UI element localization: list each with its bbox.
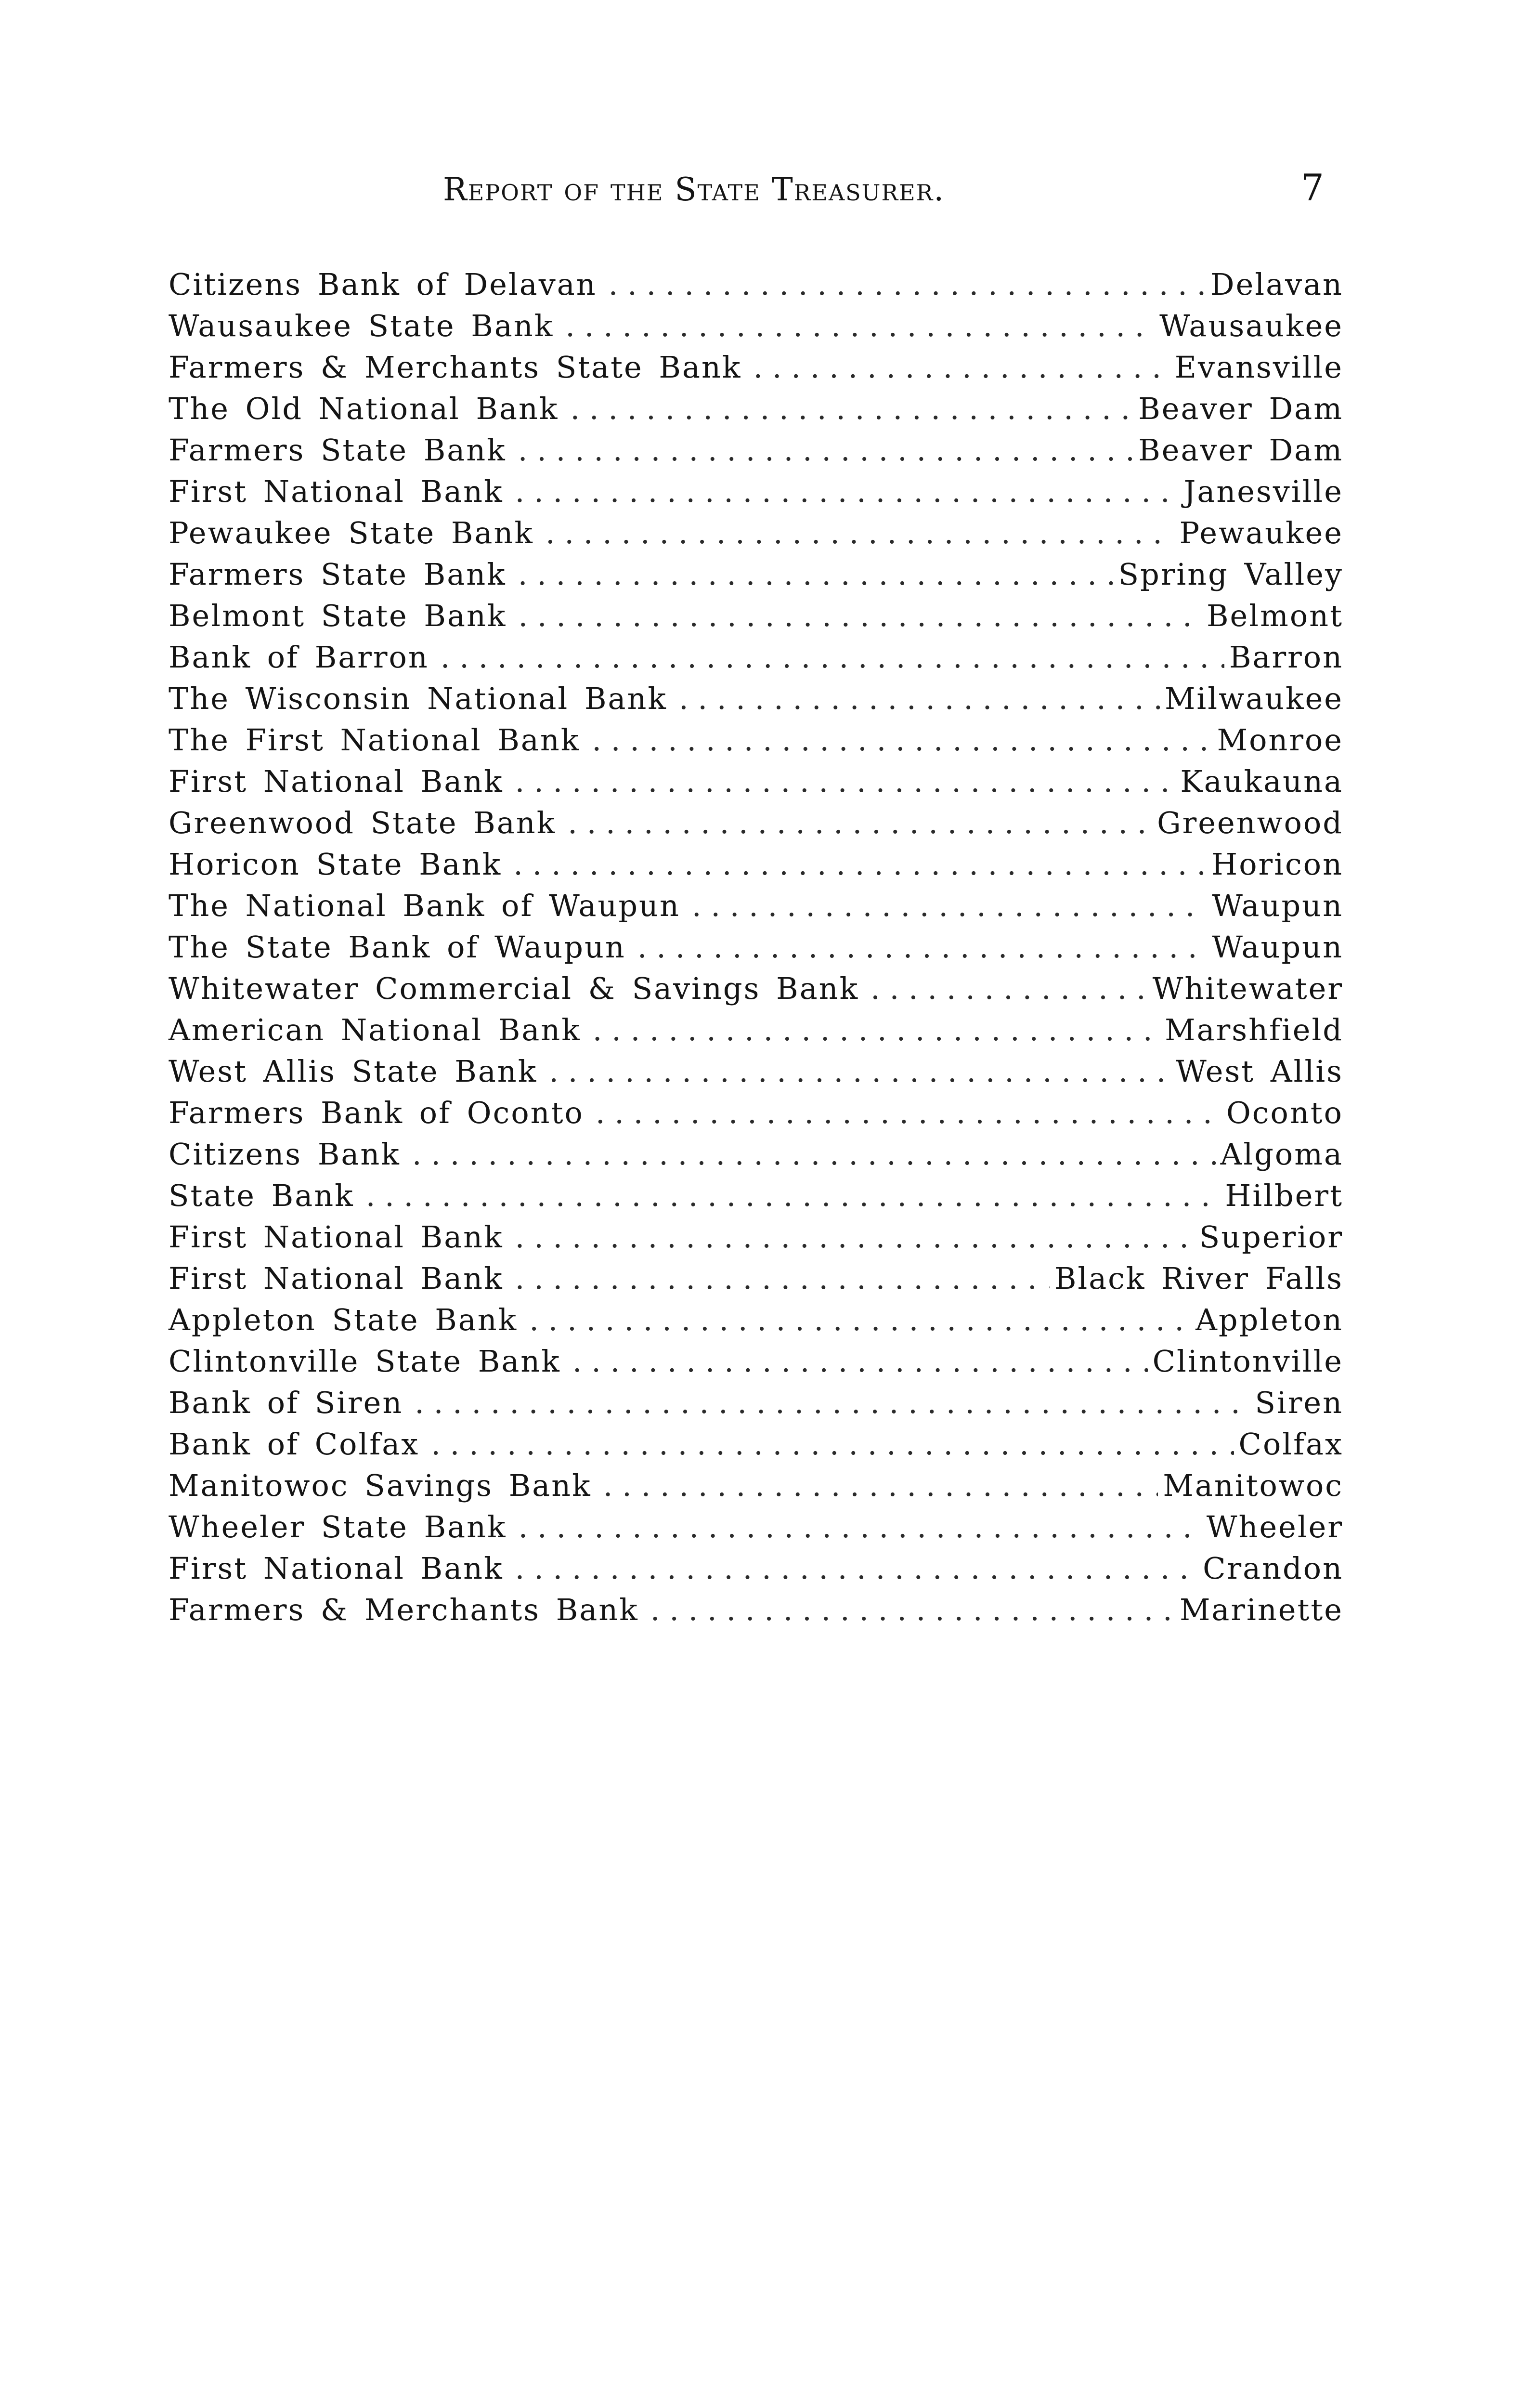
bank-name: West Allis State Bank (169, 1054, 538, 1089)
bank-name: Manitowoc Savings Bank (169, 1468, 592, 1503)
bank-name: Bank of Colfax (169, 1426, 420, 1462)
dot-leader (515, 1258, 1050, 1299)
list-item (169, 430, 1343, 471)
dot-leader (570, 388, 1133, 430)
bank-name: First National Bank (169, 764, 504, 799)
list-item (169, 305, 1343, 347)
bank-name: Farmers Bank of Oconto (169, 1095, 584, 1130)
bank-city: Wausaukee (1159, 308, 1343, 343)
bank-city: Barron (1229, 640, 1343, 675)
bank-name: The Old National Bank (169, 391, 559, 426)
bank-city: Clintonville (1152, 1344, 1343, 1379)
dot-leader (366, 1175, 1221, 1217)
dot-leader (518, 595, 1202, 637)
list-item (169, 1382, 1343, 1424)
bank-city: Algoma (1220, 1137, 1343, 1172)
list-item (169, 264, 1343, 305)
dot-leader (692, 885, 1207, 927)
dot-leader (518, 554, 1114, 595)
bank-name: American National Bank (169, 1012, 581, 1047)
dot-leader (431, 1424, 1234, 1465)
dot-leader (572, 1341, 1148, 1382)
bank-city: Hilbert (1225, 1178, 1343, 1213)
list-item (169, 968, 1343, 1009)
bank-name: First National Bank (169, 1261, 504, 1296)
bank-name: Bank of Barron (169, 640, 429, 675)
list-item (169, 512, 1343, 554)
bank-city: Crandon (1203, 1551, 1343, 1586)
bank-name: The First National Bank (169, 722, 581, 758)
dot-leader (549, 1051, 1171, 1092)
bank-city: Appleton (1195, 1302, 1343, 1337)
bank-city: Janesville (1183, 474, 1343, 509)
dot-leader (753, 347, 1169, 388)
bank-city: Beaver Dam (1138, 432, 1343, 468)
list-item (169, 1465, 1343, 1506)
dot-leader (679, 678, 1160, 720)
list-item (169, 1589, 1343, 1631)
bank-name: Whitewater Commercial & Savings Bank (169, 971, 859, 1006)
list-item (169, 471, 1343, 512)
bank-name: Bank of Siren (169, 1385, 403, 1420)
bank-depository-list (169, 264, 1343, 1631)
bank-city: Wheeler (1206, 1509, 1343, 1544)
list-item (169, 1092, 1343, 1134)
bank-name: Wheeler State Bank (169, 1509, 507, 1544)
list-item (169, 844, 1343, 885)
bank-city: Delavan (1210, 267, 1343, 302)
bank-city: West Allis (1176, 1054, 1343, 1089)
page-number: 7 (1300, 166, 1324, 209)
dot-leader (568, 802, 1152, 844)
list-item (169, 761, 1343, 802)
list-item (169, 554, 1343, 595)
page-header (169, 166, 1343, 229)
bank-name: Pewaukee State Bank (169, 515, 534, 550)
list-item (169, 1134, 1343, 1175)
list-item (169, 1051, 1343, 1092)
bank-city: Spring Valley (1118, 557, 1343, 592)
list-item (169, 1424, 1343, 1465)
dot-leader (515, 1548, 1198, 1589)
bank-name: State Bank (169, 1178, 354, 1213)
dot-leader (515, 471, 1179, 512)
bank-name: First National Bank (169, 1219, 504, 1255)
bank-name: Appleton State Bank (169, 1302, 518, 1337)
list-item (169, 720, 1343, 761)
bank-city: Superior (1199, 1219, 1343, 1255)
list-item (169, 595, 1343, 637)
bank-city: Pewaukee (1179, 515, 1343, 550)
list-item (169, 1341, 1343, 1382)
bank-name: The National Bank of Waupun (169, 888, 680, 923)
bank-name: Horicon State Bank (169, 847, 502, 882)
dot-leader (565, 305, 1155, 347)
bank-city: Colfax (1238, 1426, 1343, 1462)
bank-name: Clintonville State Bank (169, 1344, 561, 1379)
bank-city: Monroe (1217, 722, 1343, 758)
running-title: Report of the State Treasurer. (443, 171, 945, 208)
bank-name: Farmers State Bank (169, 432, 507, 468)
dot-leader (412, 1134, 1216, 1175)
bank-name: Greenwood State Bank (169, 805, 557, 840)
list-item (169, 388, 1343, 430)
bank-city: Greenwood (1157, 805, 1343, 840)
bank-name: Farmers & Merchants Bank (169, 1592, 639, 1627)
dot-leader (441, 637, 1224, 678)
list-item (169, 1548, 1343, 1589)
dot-leader (870, 968, 1147, 1009)
bank-name: Citizens Bank (169, 1137, 401, 1172)
dot-leader (603, 1465, 1158, 1506)
bank-city: Manitowoc (1163, 1468, 1343, 1503)
list-item (169, 1175, 1343, 1217)
bank-name: Farmers & Merchants State Bank (169, 350, 742, 385)
dot-leader (519, 1506, 1202, 1548)
dot-leader (518, 430, 1134, 471)
bank-city: Waupun (1212, 888, 1343, 923)
list-item (169, 347, 1343, 388)
list-item (169, 885, 1343, 927)
list-item (169, 1258, 1343, 1299)
bank-city: Marinette (1179, 1592, 1343, 1627)
bank-name: Citizens Bank of Delavan (169, 267, 597, 302)
bank-city: Horicon (1211, 847, 1343, 882)
list-item (169, 1299, 1343, 1341)
list-item (169, 802, 1343, 844)
dot-leader (415, 1382, 1250, 1424)
list-item (169, 927, 1343, 968)
bank-name: First National Bank (169, 1551, 504, 1586)
dot-leader (596, 1092, 1221, 1134)
dot-leader (650, 1589, 1175, 1631)
bank-city: Beaver Dam (1138, 391, 1343, 426)
bank-name: Farmers State Bank (169, 557, 507, 592)
dot-leader (515, 1217, 1195, 1258)
bank-name: The Wisconsin National Bank (169, 681, 667, 716)
bank-city: Milwaukee (1164, 681, 1343, 716)
bank-city: Black River Falls (1054, 1261, 1343, 1296)
dot-leader (515, 761, 1176, 802)
list-item (169, 1506, 1343, 1548)
dot-leader (513, 844, 1207, 885)
dot-leader (593, 1009, 1160, 1051)
dot-leader (546, 512, 1175, 554)
list-item (169, 678, 1343, 720)
list-item (169, 1009, 1343, 1051)
bank-city: Whitewater (1152, 971, 1343, 1006)
bank-city: Waupun (1212, 929, 1343, 965)
dot-leader (529, 1299, 1191, 1341)
bank-city: Marshfield (1165, 1012, 1343, 1047)
list-item (169, 1217, 1343, 1258)
list-item (169, 637, 1343, 678)
dot-leader (609, 264, 1206, 305)
dot-leader (637, 927, 1207, 968)
bank-city: Belmont (1206, 598, 1343, 633)
bank-city: Kaukauna (1180, 764, 1343, 799)
bank-name: Wausaukee State Bank (169, 308, 554, 343)
bank-city: Oconto (1226, 1095, 1343, 1130)
bank-name: First National Bank (169, 474, 504, 509)
bank-name: The State Bank of Waupun (169, 929, 626, 965)
bank-name: Belmont State Bank (169, 598, 507, 633)
bank-city: Siren (1255, 1385, 1343, 1420)
dot-leader (592, 720, 1212, 761)
bank-city: Evansville (1174, 350, 1343, 385)
